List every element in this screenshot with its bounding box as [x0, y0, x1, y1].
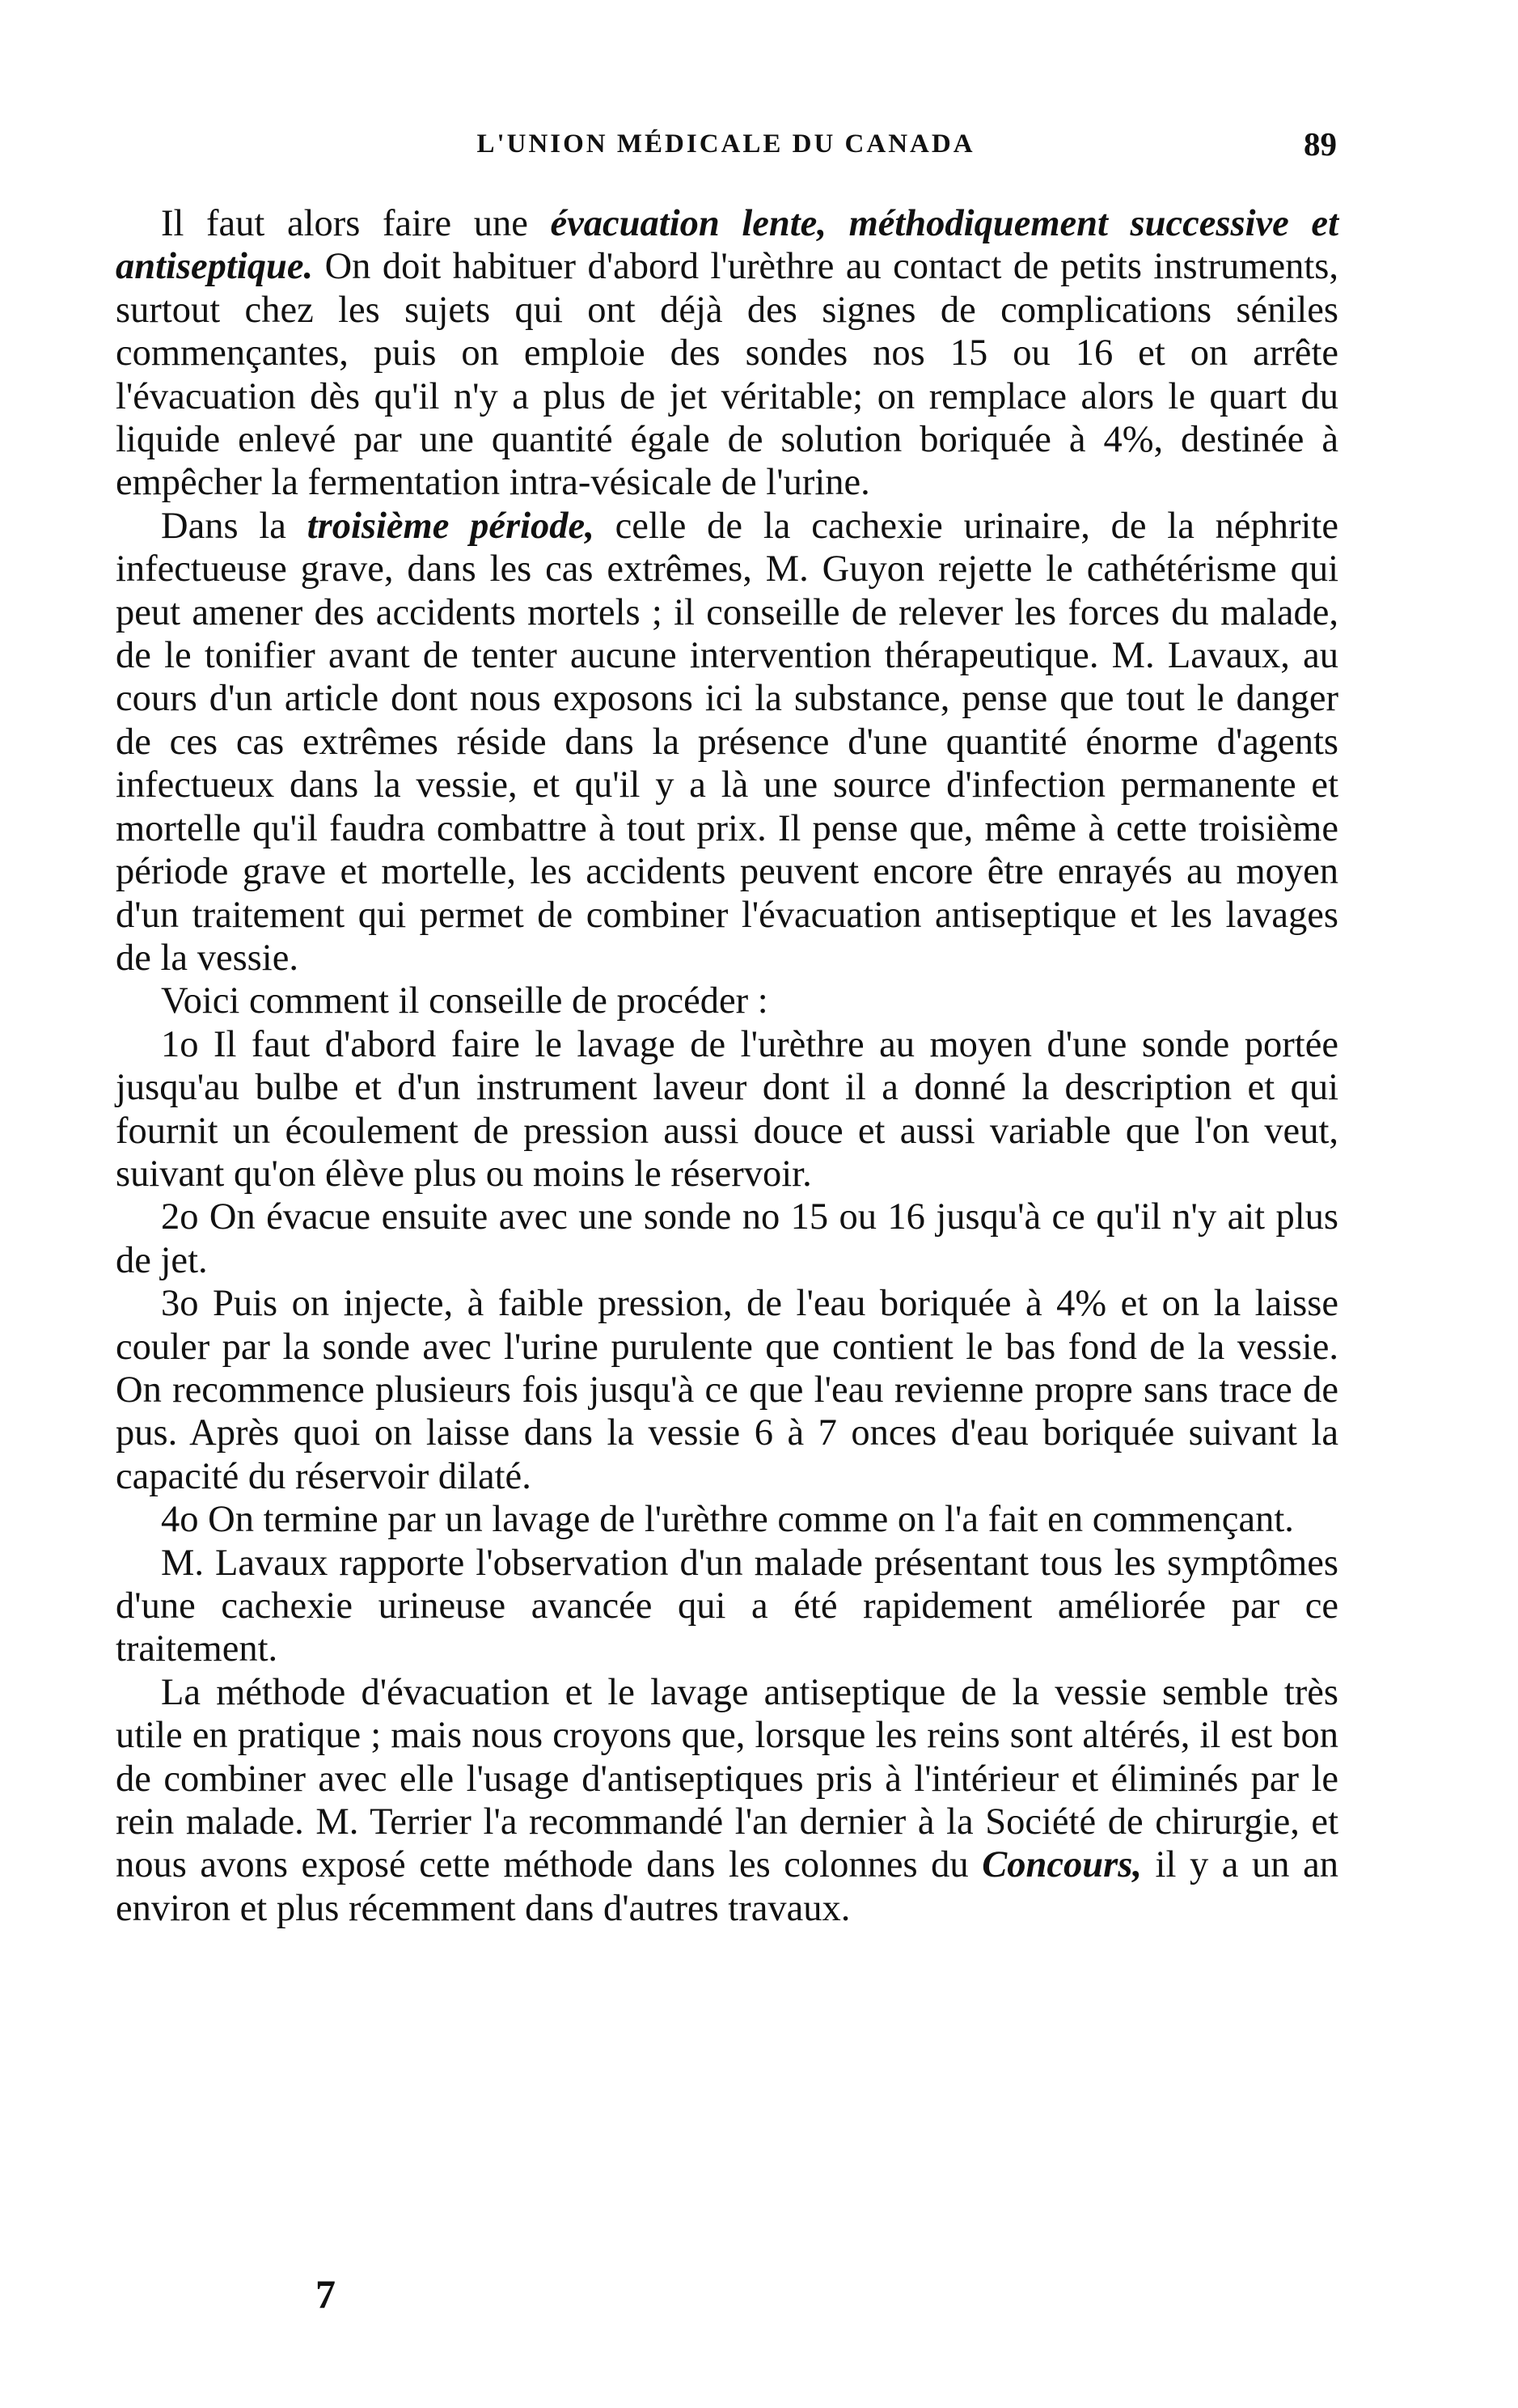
text-run: il y a un an environ et plus récemment dans d'autres travaux.: [116, 1844, 1338, 1929]
emphasis-run: évacuation lente, méthodiquement successive et antiseptique.: [116, 203, 1338, 288]
paragraph-step-2: [116, 1196, 1338, 1282]
paragraph-observation: [116, 1542, 1338, 1671]
text-run: celle de la cachexie urinaire, de la néphrite infectueuse grave, dans les cas extrêmes, M. Guyon rejette le cathétérisme qui peut amener des accidents mortels ; il conseille de relever les forces du malade, de le tonifier avant de tenter aucune intervention thérapeutique. M. Lavaux, au cours d'un article dont nous exposons ici la substance, pense que tout le danger de ces cas extrêmes réside dans la présence d'une quantité énorme d'agents infectueux dans la vessie, et qu'il y a là une source d'infection permanente et mortelle qu'il faudra combattre à tout prix. Il pense que, même à cette troisième période grave et mortelle, les accidents peuvent encore être enrayés au moyen d'un traitement qui permet de combiner l'évacuation antiseptique et les lavages de la vessie.: [116, 505, 1338, 979]
text-run: 4o On termine par un lavage de l'urèthre comme on l'a fait en commençant.: [161, 1499, 1294, 1541]
paragraph-conclusion: [116, 1671, 1338, 1930]
text-run: 3o Puis on injecte, à faible pression, de l'eau boriquée à 4% et on la laisse couler par la sonde avec l'urine purulente que contient le bas fond de la vessie. On recommence plusieurs fois jusqu'à ce que l'eau revienne propre sans trace de pus. Après quoi on laisse dans la vessie 6 à 7 onces d'eau boriquée suivant la capacité du réservoir dilaté.: [116, 1283, 1338, 1497]
text-run: Voici comment il conseille de procéder :: [161, 980, 768, 1022]
text-run: M. Lavaux rapporte l'observation d'un malade présentant tous les symptômes d'une cachexie urineuse avancée qui a été rapidement améliorée par ce traitement.: [116, 1542, 1338, 1670]
paragraph-evacuation-lente: [116, 202, 1338, 505]
paragraph-troisieme-periode: [116, 505, 1338, 980]
paragraph-step-1: [116, 1023, 1338, 1196]
text-run: La méthode d'évacuation et le lavage antiseptique de la vessie semble très utile en pratique ; mais nous croyons que, lorsque les reins sont altérés, il est bon de combiner avec elle l'usage d'antiseptiques pris à l'intérieur et éliminés par le rein malade. M. Terrier l'a recommandé l'an dernier à la Société de chirurgie, et nous avons exposé cette méthode dans les colonnes du: [116, 1671, 1338, 1886]
running-title: L'UNION MÉDICALE DU CANADA: [476, 129, 975, 159]
body-text: [116, 202, 1338, 1930]
text-run: 2o On évacue ensuite avec une sonde no 15 ou 16 jusqu'à ce qu'il n'y ait plus de jet.: [116, 1196, 1338, 1281]
emphasis-run: Concours,: [982, 1844, 1142, 1886]
text-run: On doit habituer d'abord l'urèthre au contact de petits instruments, surtout chez les sujets qui ont déjà des signes de complications séniles commençantes, puis on emploie des sondes nos 15 ou 16 et on arrête l'évacuation dès qu'il n'y a plus de jet véritable; on remplace alors le quart du liquide enlevé par une quantité égale de solution boriquée à 4%, destinée à empêcher la fermentation intra-vésicale de l'urine.: [116, 246, 1338, 504]
signature-mark: 7: [315, 2271, 336, 2317]
running-head: [115, 120, 1337, 168]
emphasis-run: troisième période,: [307, 505, 594, 547]
paragraph-procedure-intro: [116, 980, 1338, 1022]
text-run: Dans la: [161, 505, 307, 547]
text-run: 1o Il faut d'abord faire le lavage de l'urèthre au moyen d'une sonde portée jusqu'au bulbe et d'un instrument laveur dont il a donné la description et qui fournit un écoulement de pression aussi douce et aussi variable que l'on veut, suivant qu'on élève plus ou moins le réservoir.: [116, 1023, 1338, 1195]
text-run: Il faut alors faire une: [161, 203, 551, 244]
page-number: 89: [1304, 125, 1337, 163]
paragraph-step-4: [116, 1498, 1338, 1541]
paragraph-step-3: [116, 1282, 1338, 1498]
